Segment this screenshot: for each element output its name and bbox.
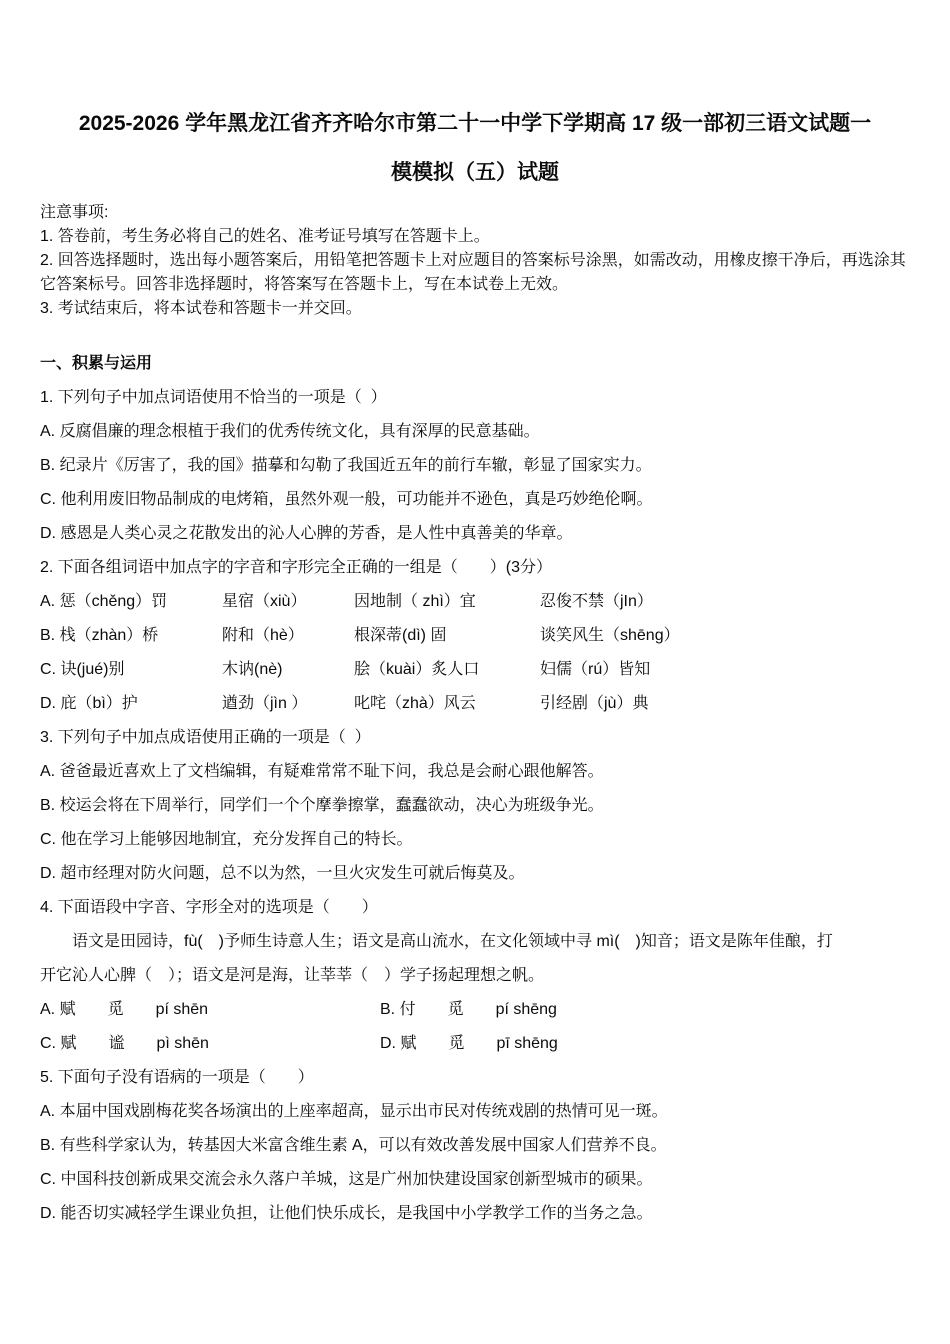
word-group-cell: 附和（hè） bbox=[222, 626, 304, 644]
word-group-cell: 叱咤（zhà）风云 bbox=[354, 694, 476, 712]
questions-section bbox=[40, 347, 910, 1231]
question-4-options-row-1 bbox=[40, 993, 910, 1027]
page-title-line-1: 2025-2026 学年黑龙江省齐齐哈尔市第二十一中学下学期高 17 级一部初三语文试题一 bbox=[78, 112, 872, 135]
question-4-stem: 4. 下面语段中字音、字形全对的选项是（ ） bbox=[40, 898, 378, 916]
section-heading: 一、积累与运用 bbox=[40, 354, 153, 372]
notice-section bbox=[40, 201, 910, 321]
notice-item-3: 3. 考试结束后，将本试卷和答题卡一并交回。 bbox=[40, 299, 362, 317]
question-5-option-d: D. 能否切实减轻学生课业负担，让他们快乐成长，是我国中小学教学工作的当务之急。 bbox=[40, 1204, 653, 1222]
question-5-stem: 5. 下面句子没有语病的一项是（ ） bbox=[40, 1068, 314, 1086]
question-2-option-d bbox=[40, 687, 910, 721]
word-group-cell: D. 庇（bì）护 bbox=[40, 694, 138, 712]
question-1-stem: 1. 下列句子中加点词语使用不恰当的一项是（ ） bbox=[40, 388, 387, 406]
question-5-option-b: B. 有些科学家认为，转基因大米富含维生素 A，可以有效改善发展中国家人们营养不良。 bbox=[40, 1136, 667, 1154]
word-group-cell: 遒劲（jìn ） bbox=[222, 694, 308, 712]
question-4-paragraph-line-2: 开它沁人心脾（ ）；语文是河是海，让莘莘（ ）学子扬起理想之帆。 bbox=[40, 966, 545, 984]
word-group-cell: 谈笑风生（shēng） bbox=[540, 626, 680, 644]
notice-item-1: 1. 答卷前，考生务必将自己的姓名、准考证号填写在答题卡上。 bbox=[40, 227, 490, 245]
question-2-option-b bbox=[40, 619, 910, 653]
question-4-option-a: A. 赋 觅 pí shēn bbox=[40, 1000, 209, 1018]
word-group-cell: 星宿（xiù） bbox=[222, 592, 307, 610]
question-1-option-b: B. 纪录片《厉害了，我的国》描摹和勾勒了我国近五年的前行车辙，彰显了国家实力。 bbox=[40, 456, 652, 474]
word-group-cell: C. 诀(jué)别 bbox=[40, 660, 125, 678]
question-4-option-c: C. 赋 谧 pì shēn bbox=[40, 1034, 209, 1052]
notice-heading: 注意事项: bbox=[40, 203, 109, 221]
question-4-options-row-2 bbox=[40, 1027, 910, 1061]
word-group-cell: B. 栈（zhàn）桥 bbox=[40, 626, 159, 644]
question-1-option-a: A. 反腐倡廉的理念根植于我们的优秀传统文化，具有深厚的民意基础。 bbox=[40, 422, 540, 440]
question-1-option-d: D. 感恩是人类心灵之花散发出的沁人心脾的芳香，是人性中真善美的华章。 bbox=[40, 524, 573, 542]
question-4-option-d: D. 赋 觅 pī shēng bbox=[380, 1034, 558, 1052]
word-group-cell: 忍俊不禁（jIn） bbox=[540, 592, 653, 610]
question-3-stem: 3. 下列句子中加点成语使用正确的一项是（ ） bbox=[40, 728, 371, 746]
question-3-option-c: C. 他在学习上能够因地制宜，充分发挥自己的特长。 bbox=[40, 830, 413, 848]
word-group-cell: 因地制（ zhì）宜 bbox=[354, 592, 476, 610]
question-4-option-b: B. 付 觅 pí shēng bbox=[380, 1000, 557, 1018]
notice-item-2: 2. 回答选择题时，选出每小题答案后，用铅笔把答题卡上对应题目的答案标号涂黑，如需改动，用橡皮擦干净后，再选涂其它答案标号。回答非选择题时，将答案写在答题卡上，写在本试卷上无效。 bbox=[40, 251, 906, 293]
question-3-option-b: B. 校运会将在下周举行，同学们一个个摩拳擦掌，蠢蠢欲动，决心为班级争光。 bbox=[40, 796, 604, 814]
question-2-option-c bbox=[40, 653, 910, 687]
question-3-option-d: D. 超市经理对防火问题，总不以为然，一旦火灾发生可就后悔莫及。 bbox=[40, 864, 525, 882]
question-2-stem: 2. 下面各组词语中加点字的字音和字形完全正确的一组是（ ）(3分） bbox=[40, 558, 553, 576]
word-group-cell: 妇儒（rú）皆知 bbox=[540, 660, 651, 678]
question-2-option-a bbox=[40, 585, 910, 619]
question-4-paragraph-line-1: 语文是田园诗，fù( )予师生诗意人生；语文是高山流水，在文化领域中寻 mì( )知音；语文是陈年佳酿，打 bbox=[40, 932, 833, 950]
question-5-option-a: A. 本届中国戏剧梅花奖各场演出的上座率超高，显示出市民对传统戏剧的热情可见一斑。 bbox=[40, 1102, 668, 1120]
question-1-option-c: C. 他利用废旧物品制成的电烤箱，虽然外观一般，可功能并不逊色，真是巧妙绝伦啊。 bbox=[40, 490, 653, 508]
question-3-option-a: A. 爸爸最近喜欢上了文档编辑，有疑难常常不耻下问，我总是会耐心跟他解答。 bbox=[40, 762, 604, 780]
word-group-cell: 脍（kuài）炙人口 bbox=[354, 660, 480, 678]
word-group-cell: 根深蒂(dì) 固 bbox=[354, 626, 447, 644]
word-group-cell: 引经剧（jù）典 bbox=[540, 694, 649, 712]
word-group-cell: A. 惩（chěng）罚 bbox=[40, 592, 168, 610]
question-5-option-c: C. 中国科技创新成果交流会永久落户羊城，这是广州加快建设国家创新型城市的硕果。 bbox=[40, 1170, 653, 1188]
word-group-cell: 木讷(nè) bbox=[222, 660, 283, 678]
page-title-line-2: 模模拟（五）试题 bbox=[391, 161, 559, 185]
